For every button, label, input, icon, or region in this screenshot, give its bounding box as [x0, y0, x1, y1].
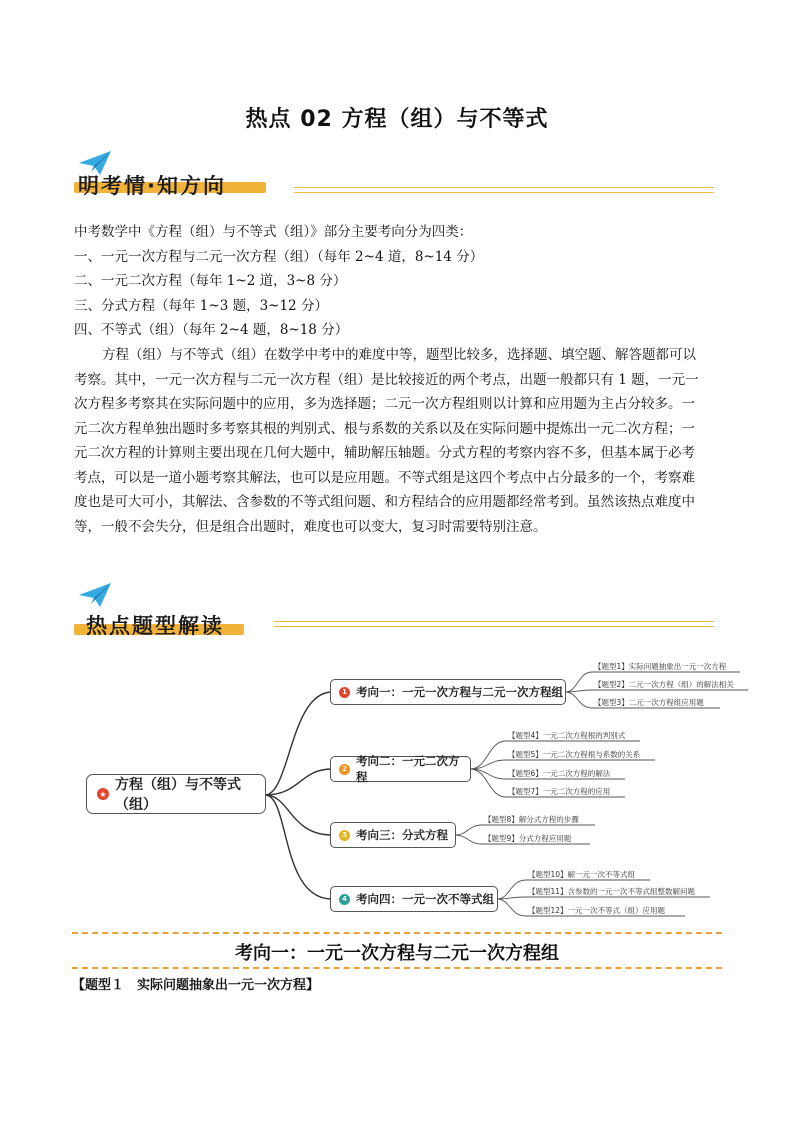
number-badge-icon: 4 — [339, 894, 350, 905]
leaf-item: 【题型1】实际问题抽象出一元一次方程 — [594, 662, 727, 671]
dashed-divider — [72, 967, 722, 969]
paragraph-line: 考察。其中，一元一次方程与二元一次方程（组）是比较接近的两个考点，出题一般都只有 1 题，一元一 — [74, 371, 699, 388]
paragraph-line: 等，一般不会失分，但是组合出题时，难度也可以变大，复习时需要特别注意。 — [74, 518, 547, 535]
mind-map-branch-3 — [330, 822, 456, 848]
number-badge-icon: 3 — [339, 830, 350, 841]
star-icon: ★ — [97, 788, 109, 800]
leaf-item: 【题型5】一元二次方程根与系数的关系 — [508, 750, 641, 759]
section-heading: 热点题型解读 — [86, 614, 224, 638]
number-badge-icon: 1 — [339, 687, 350, 698]
section-header-redian — [72, 582, 722, 638]
section-header-mingkaoqing — [72, 150, 722, 200]
analysis-paragraph — [74, 343, 722, 539]
branch-label: 考向一：一元一次方程与二元一次方程组 — [356, 685, 563, 699]
intro-line: 一、一元一次方程与二元一次方程（组）（每年 2~4 道，8~14 分） — [74, 248, 484, 265]
intro-list — [74, 220, 722, 343]
leaf-item: 【题型11】含参数的一元一次不等式组整数解问题 — [528, 887, 696, 896]
leaf-item: 【题型9】分式方程应用题 — [484, 834, 572, 843]
mind-map-branch-4 — [330, 886, 498, 912]
paragraph-line: 元二次方程单独出题时多考察其根的判别式、根与系数的关系以及在实际问题中提炼出一元二次方程；一 — [74, 420, 695, 437]
paragraph-line: 考点，可以是一道小题考察其解法，也可以是应用题。不等式组是这四个考点中占分最多的一个，考察难 — [74, 469, 695, 486]
branch-label: 考向四：一元一次不等式组 — [356, 892, 494, 906]
intro-line: 三、分式方程（每年 1~3 题，3~12 分） — [74, 297, 328, 314]
paper-plane-icon — [78, 582, 112, 608]
leaf-item: 【题型8】解分式方程的步骤 — [484, 815, 579, 824]
leaf-item: 【题型12】一元一次不等式（组）应用题 — [528, 906, 666, 915]
root-label: 方程（组）与不等式（组） — [115, 777, 241, 813]
intro-line: 中考数学中《方程（组）与不等式（组）》部分主要考向分为四类： — [74, 224, 473, 240]
paragraph-line: 元二次方程的计算则主要出现在几何大题中，辅助解压轴题。分式方程的考察内容不多，但基本属于必考 — [74, 445, 695, 461]
paragraph-line: 方程（组）与不等式（组）在数学中考中的难度中等，题型比较多，选择题、填空题、解答题都可以 — [102, 347, 696, 363]
mind-map-branch-2 — [330, 756, 471, 782]
intro-line: 二、一元二次方程（每年 1~2 道，3~8 分） — [74, 273, 347, 289]
leaf-item: 【题型2】二元一次方程（组）的解法相关 — [594, 680, 734, 689]
divider-line — [294, 187, 714, 193]
divider-line — [274, 621, 714, 627]
branch-label: 考向三：分式方程 — [356, 828, 448, 842]
leaf-item: 【题型7】一元二次方程的应用 — [508, 787, 611, 796]
tixing-heading: 【题型１ 实际问题抽象出一元一次方程】 — [72, 978, 320, 993]
branch-label: 考向二：一元二次方程 — [356, 754, 460, 784]
leaf-item: 【题型3】二元一次方程组应用题 — [594, 698, 704, 707]
number-badge-icon: 2 — [339, 764, 350, 775]
leaf-item: 【题型4】一元二次方程根的判别式 — [508, 731, 626, 740]
page-title: 热点 02 方程（组）与不等式 — [245, 107, 549, 132]
paragraph-line: 度也是可大可小，其解法、含参数的不等式组问题、和方程结合的应用题都经常考到。虽然该热点难度中 — [74, 494, 695, 510]
leaf-item: 【题型6】一元二次方程的解法 — [508, 769, 611, 778]
mind-map-root — [86, 774, 266, 814]
paragraph-line: 次方程多考察其在实际问题中的应用，多为选择题；二元一次方程组则以计算和应用题为主占分较多。一 — [74, 396, 695, 412]
leaf-item: 【题型10】解一元一次不等式组 — [528, 870, 636, 879]
intro-line: 四、不等式（组）（每年 2~4 题，8~18 分） — [74, 322, 349, 338]
kaoxiang-heading: 考向一：一元一次方程与二元一次方程组 — [235, 943, 559, 964]
section-heading: 明考情·知方向 — [78, 174, 226, 198]
mind-map-branch-1 — [330, 679, 566, 705]
dashed-divider — [72, 932, 722, 934]
mind-map — [0, 650, 794, 920]
